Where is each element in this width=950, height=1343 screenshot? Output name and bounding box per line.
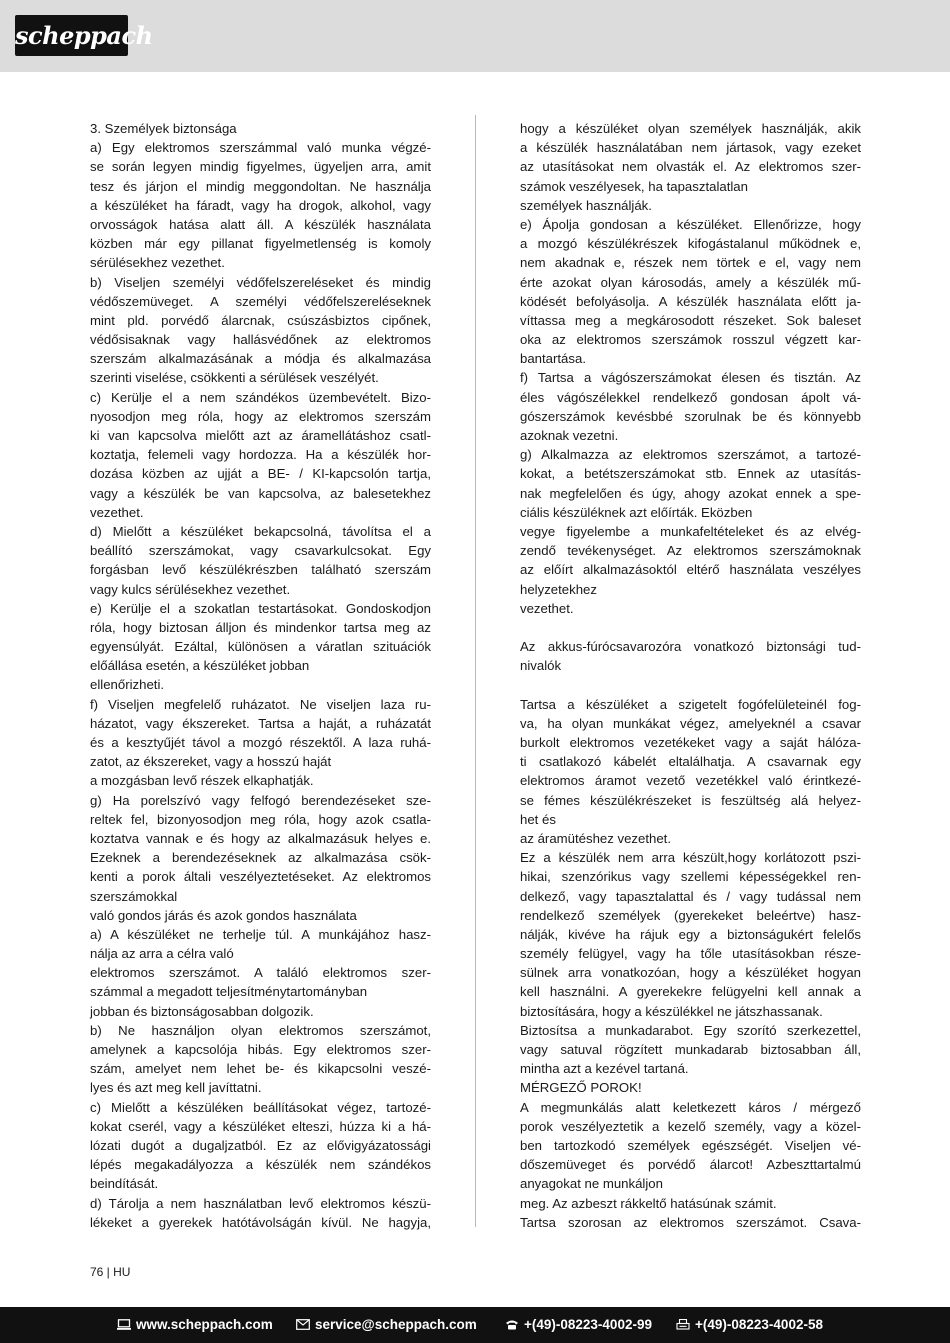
- right-text-line: burkolt elektromos vezetékeket vagy a saját hálóza-: [520, 735, 861, 750]
- right-text-line: dőszemüveget és porvédő álarcot! Azbeszttartalmú: [520, 1157, 861, 1173]
- left-text-line: a készüléket ha fáradt, vagy ha drogok, alkohol, vagy: [90, 197, 431, 213]
- left-text-line: és a kesztyűjét távol a mozgó részektől. A laza ruhá-: [90, 735, 431, 750]
- right-text-line: a mozgó készülékrészek kifogástalanul működnek e,: [520, 236, 861, 252]
- left-text-line: e) Kerülje el a szokatlan testartásokat. Gondoskodjon: [90, 600, 431, 616]
- right-text-line: éles vágószélekkel rendelkező gondosan ápolt vá-: [520, 389, 861, 405]
- right-text-line: rendelkező személyek (gyerekeket beleértve) hasz-: [520, 907, 861, 923]
- right-text-line: személy felügyel, vagy ha tőle utasításokban része-: [520, 946, 861, 962]
- left-text-line: ellenőrizheti.: [90, 677, 165, 693]
- right-text-line: nivalók: [520, 658, 562, 674]
- right-text-line: [520, 675, 861, 694]
- right-text-line: víttassa meg a megkárosodott részeket. Sok baleset: [520, 312, 861, 328]
- left-text-line: dozása közben az ujját a BE- / KI-kapcsolón tartja,: [90, 466, 431, 482]
- footer-bar: [0, 1307, 950, 1343]
- left-text-line: nyosodjon meg róla, hogy az elektromos szerszám: [90, 408, 431, 424]
- footer-website[interactable]: [117, 1307, 273, 1343]
- right-text-line: kokat, a betétszerszámokat stb. Ennek az utasítás-: [520, 466, 861, 482]
- right-text-line: Tartsa szorosan az elektromos szerszámot. Csava-: [520, 1214, 861, 1230]
- right-text-line: va, ha olyan munkákat végez, amelyeknél a csavar: [520, 715, 861, 731]
- right-text-line: het és: [520, 811, 556, 827]
- right-text-line: vegye figyelembe a munkafeltételeket és az elvég-: [520, 523, 861, 539]
- left-text-line: a) A készüléket ne terhelje túl. A munkájához hasz-: [90, 926, 431, 942]
- left-text-line: koztatva vannak e és hogy az alkalmazásuk helyes e.: [90, 830, 431, 846]
- left-text-column: [90, 119, 431, 1232]
- column-divider: [475, 115, 476, 1227]
- right-text-line: A megmunkálás alatt keletkezett káros / mérgező: [520, 1099, 861, 1115]
- left-text-line: forgásban levő készülékrészben található szerszám: [90, 562, 431, 578]
- footer-fax-text: +(49)-08223-4002-58: [695, 1317, 823, 1332]
- right-text-line: személyek használják.: [520, 197, 652, 213]
- left-text-line: védősisaknak vagy hallásvédőnek az elektromos: [90, 332, 431, 348]
- left-text-line: lékeket a gyerekek hatótávolságán kívül. Ne hagyja,: [90, 1214, 431, 1230]
- left-text-line: kokat cserél, vagy a készüléket elteszi, húzza ki a há-: [90, 1118, 431, 1134]
- left-text-line: védőszemüveget. A személyi védőfelszereléseknek: [90, 293, 431, 309]
- left-text-line: róla, hogy biztosan álljon és mindenkor tartsa meg az: [90, 619, 431, 635]
- right-text-line: nálják, kivéve ha rájuk egy a biztonságukért felelős: [520, 926, 861, 942]
- left-text-line: elektromos szerszámot. A találó elektromos szer-: [90, 965, 431, 981]
- left-text-line: vagy a készülék be van kapcsolva, az balesetekhez: [90, 485, 431, 501]
- right-text-line: oka az elektromos szerszámok rosszul végzett kar-: [520, 332, 861, 348]
- computer-icon: [117, 1319, 131, 1330]
- right-text-line: vagy satuval rögzített munkadarab biztosabban áll,: [520, 1042, 861, 1057]
- right-text-line: helyzetekhez: [520, 581, 597, 597]
- right-text-line: hikai, szenzórikus vagy szellemi képességekkel ren-: [520, 869, 861, 885]
- left-text-line: beindítását.: [90, 1176, 159, 1192]
- right-text-line: meg. Az azbeszt rákkeltő hatásúnak számit.: [520, 1195, 777, 1211]
- footer-phone[interactable]: [505, 1307, 652, 1343]
- left-text-line: kenti a porok általi veszélyeztetéseket. Az elektromos: [90, 869, 431, 885]
- right-text-line: hogy a készüléket olyan személyek használják, akik: [520, 121, 861, 136]
- right-text-line: ben tartozkodó személyek egészségét. Viseljen vé-: [520, 1137, 861, 1153]
- left-text-line: szerinti viselése, csökkenti a sérülések veszélyét.: [90, 370, 379, 386]
- right-text-line: számok veszélyesek, ha tapasztalatlan: [520, 178, 748, 194]
- left-text-line: vezethet.: [90, 504, 144, 520]
- right-text-line: porok veszélyeztetik a kezelő személy, vagy a közel-: [520, 1118, 861, 1134]
- right-text-line: anyagokat ne munkáljon: [520, 1176, 663, 1192]
- fax-icon: [676, 1319, 690, 1330]
- right-text-line: zendő tevékenységet. Az elektromos szerszámoknak: [520, 543, 861, 559]
- left-text-line: c) Mielőtt a készüléken beállításokat végez, tartozé-: [90, 1099, 431, 1115]
- right-text-line: nak megfelelően és úgy, ahogy azokat ennek a spe-: [520, 485, 861, 501]
- right-text-line: az utasításokat nem olvasták el. Az elektromos szer-: [520, 159, 861, 175]
- footer-email-text: service@scheppach.com: [315, 1317, 477, 1332]
- left-text-line: szám, amelyet nem lehet be- és kikapcsolni veszé-: [90, 1061, 431, 1077]
- left-text-line: beállító szerszámokat, vagy csavarkulcsokat. Egy: [90, 543, 431, 559]
- logo-text: scheppach: [15, 21, 153, 50]
- right-text-line: az előírt alkalmazásoktól eltérő használata veszélyes: [520, 562, 861, 578]
- left-text-line: Ezeknek a berendezéseknek az alkalmazása csök-: [90, 850, 431, 866]
- left-text-line: jobban és biztonságosabban dolgozik.: [90, 1003, 314, 1019]
- left-text-line: mint pld. porvédő álarcnak, csúszásbiztos cipőnek,: [90, 312, 431, 328]
- left-text-line: se során legyen mindig figyelmes, ügyeljen arra, amit: [90, 159, 431, 175]
- footer-website-text: www.scheppach.com: [136, 1317, 273, 1332]
- left-text-line: reltek fel, bizonyosodjon meg róla, hogy azok csatla-: [90, 811, 431, 827]
- left-text-line: szerszámokkal: [90, 888, 178, 904]
- right-text-line: Tartsa a készüléket a szigetelt fogófelületeinél fog-: [520, 696, 861, 712]
- left-text-line: egyensúlyát. Ezáltal, különösen a váratlan szituációk: [90, 639, 431, 655]
- right-text-line: se fémes készülékrészeket is feszültség alá helyez-: [520, 792, 861, 808]
- right-text-line: elektromos áramot vezető vezetékkel való érintkezé-: [520, 773, 861, 789]
- right-text-column: [520, 119, 861, 1232]
- mail-icon: [296, 1319, 310, 1330]
- left-text-line: közben már egy pillanat figyelmetlenség is komoly: [90, 236, 431, 252]
- left-text-line: nálja az arra a célra való: [90, 946, 234, 962]
- left-text-line: d) Mielőtt a készüléket bekapcsolná, távolítsa el a: [90, 523, 431, 539]
- left-text-line: számmal a megadott teljesítménytartományban: [90, 984, 368, 1000]
- right-text-line: nem akadnak e, részek nem törtek e el, vagy nem: [520, 255, 861, 271]
- right-text-line: delkező, vagy tapasztalattal és / vagy tudással nem: [520, 888, 861, 904]
- telephone-icon: [505, 1319, 519, 1330]
- left-text-line: való gondos járás és azok gondos használata: [90, 907, 357, 923]
- left-text-line: b) Viseljen személyi védőfelszereléseket és mindig: [90, 274, 431, 290]
- left-text-line: a) Egy elektromos szerszámmal való munka végzé-: [90, 140, 431, 156]
- right-text-line: e) Ápolja gondosan a készüléket. Ellenőrizze, hogy: [520, 216, 861, 232]
- right-text-line: sülnek arra vonatkozóan, hogy a készüléket hogyan: [520, 965, 861, 981]
- header-band: [0, 0, 950, 72]
- right-text-line: Az akkus-fúrócsavarozóra vonatkozó biztonsági tud-: [520, 639, 861, 655]
- left-text-line: g) Ha porelszívó vagy felfogó berendezéseket sze-: [90, 792, 431, 808]
- right-text-line: ködését befolyásolja. A készülék használata előtt ja-: [520, 293, 861, 309]
- left-text-line: f) Viseljen megfelelő ruházatot. Ne viseljen laza ru-: [90, 696, 431, 712]
- left-text-line: koztatja, felemeli vagy hordozza. Ha a készülék hor-: [90, 447, 431, 463]
- left-text-line: ki van kapcsolva mielőtt azt az áramellátáshoz csatl-: [90, 428, 431, 443]
- left-text-line: tesz és járjon el mindig meggondoltan. Ne használja: [90, 178, 431, 194]
- right-text-line: Biztosítsa a munkadarabot. Egy szorító szerkezettel,: [520, 1022, 861, 1038]
- left-text-line: vagy kulcs sérülésekhez vezethet.: [90, 581, 291, 597]
- right-text-line: MÉRGEZŐ POROK!: [520, 1080, 642, 1096]
- left-text-line: d) Tárolja a nem használatban levő elektromos készü-: [90, 1195, 431, 1211]
- right-text-line: kell használni. A gyerekekre felügyelni kell annak a: [520, 984, 861, 1000]
- right-text-line: azoknak vezetni.: [520, 428, 619, 443]
- right-text-line: f) Tartsa a vágószerszámokat élesen és tisztán. Az: [520, 370, 861, 386]
- right-text-line: vezethet.: [520, 600, 574, 616]
- left-text-line: amelynek a kapcsolója hibás. Egy elektromos szer-: [90, 1042, 431, 1057]
- left-text-line: 3. Személyek biztonsága: [90, 121, 237, 136]
- left-text-line: a mozgásban levő részek elkaphatják.: [90, 773, 314, 789]
- scheppach-logo: [15, 15, 153, 56]
- right-text-line: érte azokat olyan károsodás, amely a készülék mű-: [520, 274, 861, 290]
- right-text-line: ciális készüléknek azt előírták. Eközben: [520, 504, 753, 520]
- footer-phone-text: +(49)-08223-4002-99: [524, 1317, 652, 1332]
- left-text-line: zatot, az ékszereket, vagy a hosszú haját: [90, 754, 332, 770]
- right-text-line: biztosítására, hogy a készülékkel ne játszhassanak.: [520, 1003, 823, 1019]
- right-text-line: az áramütéshez vezethet.: [520, 830, 672, 846]
- right-text-line: g) Alkalmazza az elektromos szerszámot, a tartozé-: [520, 447, 861, 463]
- right-text-line: mintha azt a kezével tartaná.: [520, 1061, 689, 1077]
- left-text-line: szerszám alkalmazásának a módja és alkalmazása: [90, 351, 431, 367]
- left-text-line: sérülésekhez vezethet.: [90, 255, 225, 271]
- left-text-line: házatot, vagy ékszereket. Tartsa a haját, a ruházatát: [90, 715, 431, 731]
- right-text-line: [520, 618, 861, 637]
- left-text-line: lépés megakadályozza a készülék nem szándékos: [90, 1157, 431, 1173]
- footer-email[interactable]: [296, 1307, 477, 1343]
- left-text-line: b) Ne használjon olyan elektromos szerszámot,: [90, 1022, 431, 1038]
- footer-fax[interactable]: [676, 1307, 823, 1343]
- left-text-line: orvosságok hatása alatt áll. A készülék használata: [90, 216, 431, 232]
- right-text-line: gószerszámok kevésbbé szorulnak be és könnyebb: [520, 408, 861, 424]
- right-text-line: a készülék használatában nem jártasok, vagy ezeket: [520, 140, 861, 156]
- left-text-line: lózati dugót a dugaljzatból. Ez az elővigyázatossági: [90, 1137, 431, 1153]
- left-text-line: lyes és azt meg kell javíttatni.: [90, 1080, 262, 1096]
- right-text-line: bantartása.: [520, 351, 586, 367]
- left-text-line: előállása esetén, a készüléket jobban: [90, 658, 310, 674]
- right-text-line: Ez a készülék nem arra készült,hogy korlátozott pszi-: [520, 850, 861, 866]
- right-text-line: ti csatlakozó kábelét eltalálhatja. A csavarnak egy: [520, 754, 861, 770]
- page-number: 76 | HU: [90, 1265, 131, 1279]
- left-text-line: c) Kerülje el a nem szándékos üzembevételt. Bizo-: [90, 389, 431, 405]
